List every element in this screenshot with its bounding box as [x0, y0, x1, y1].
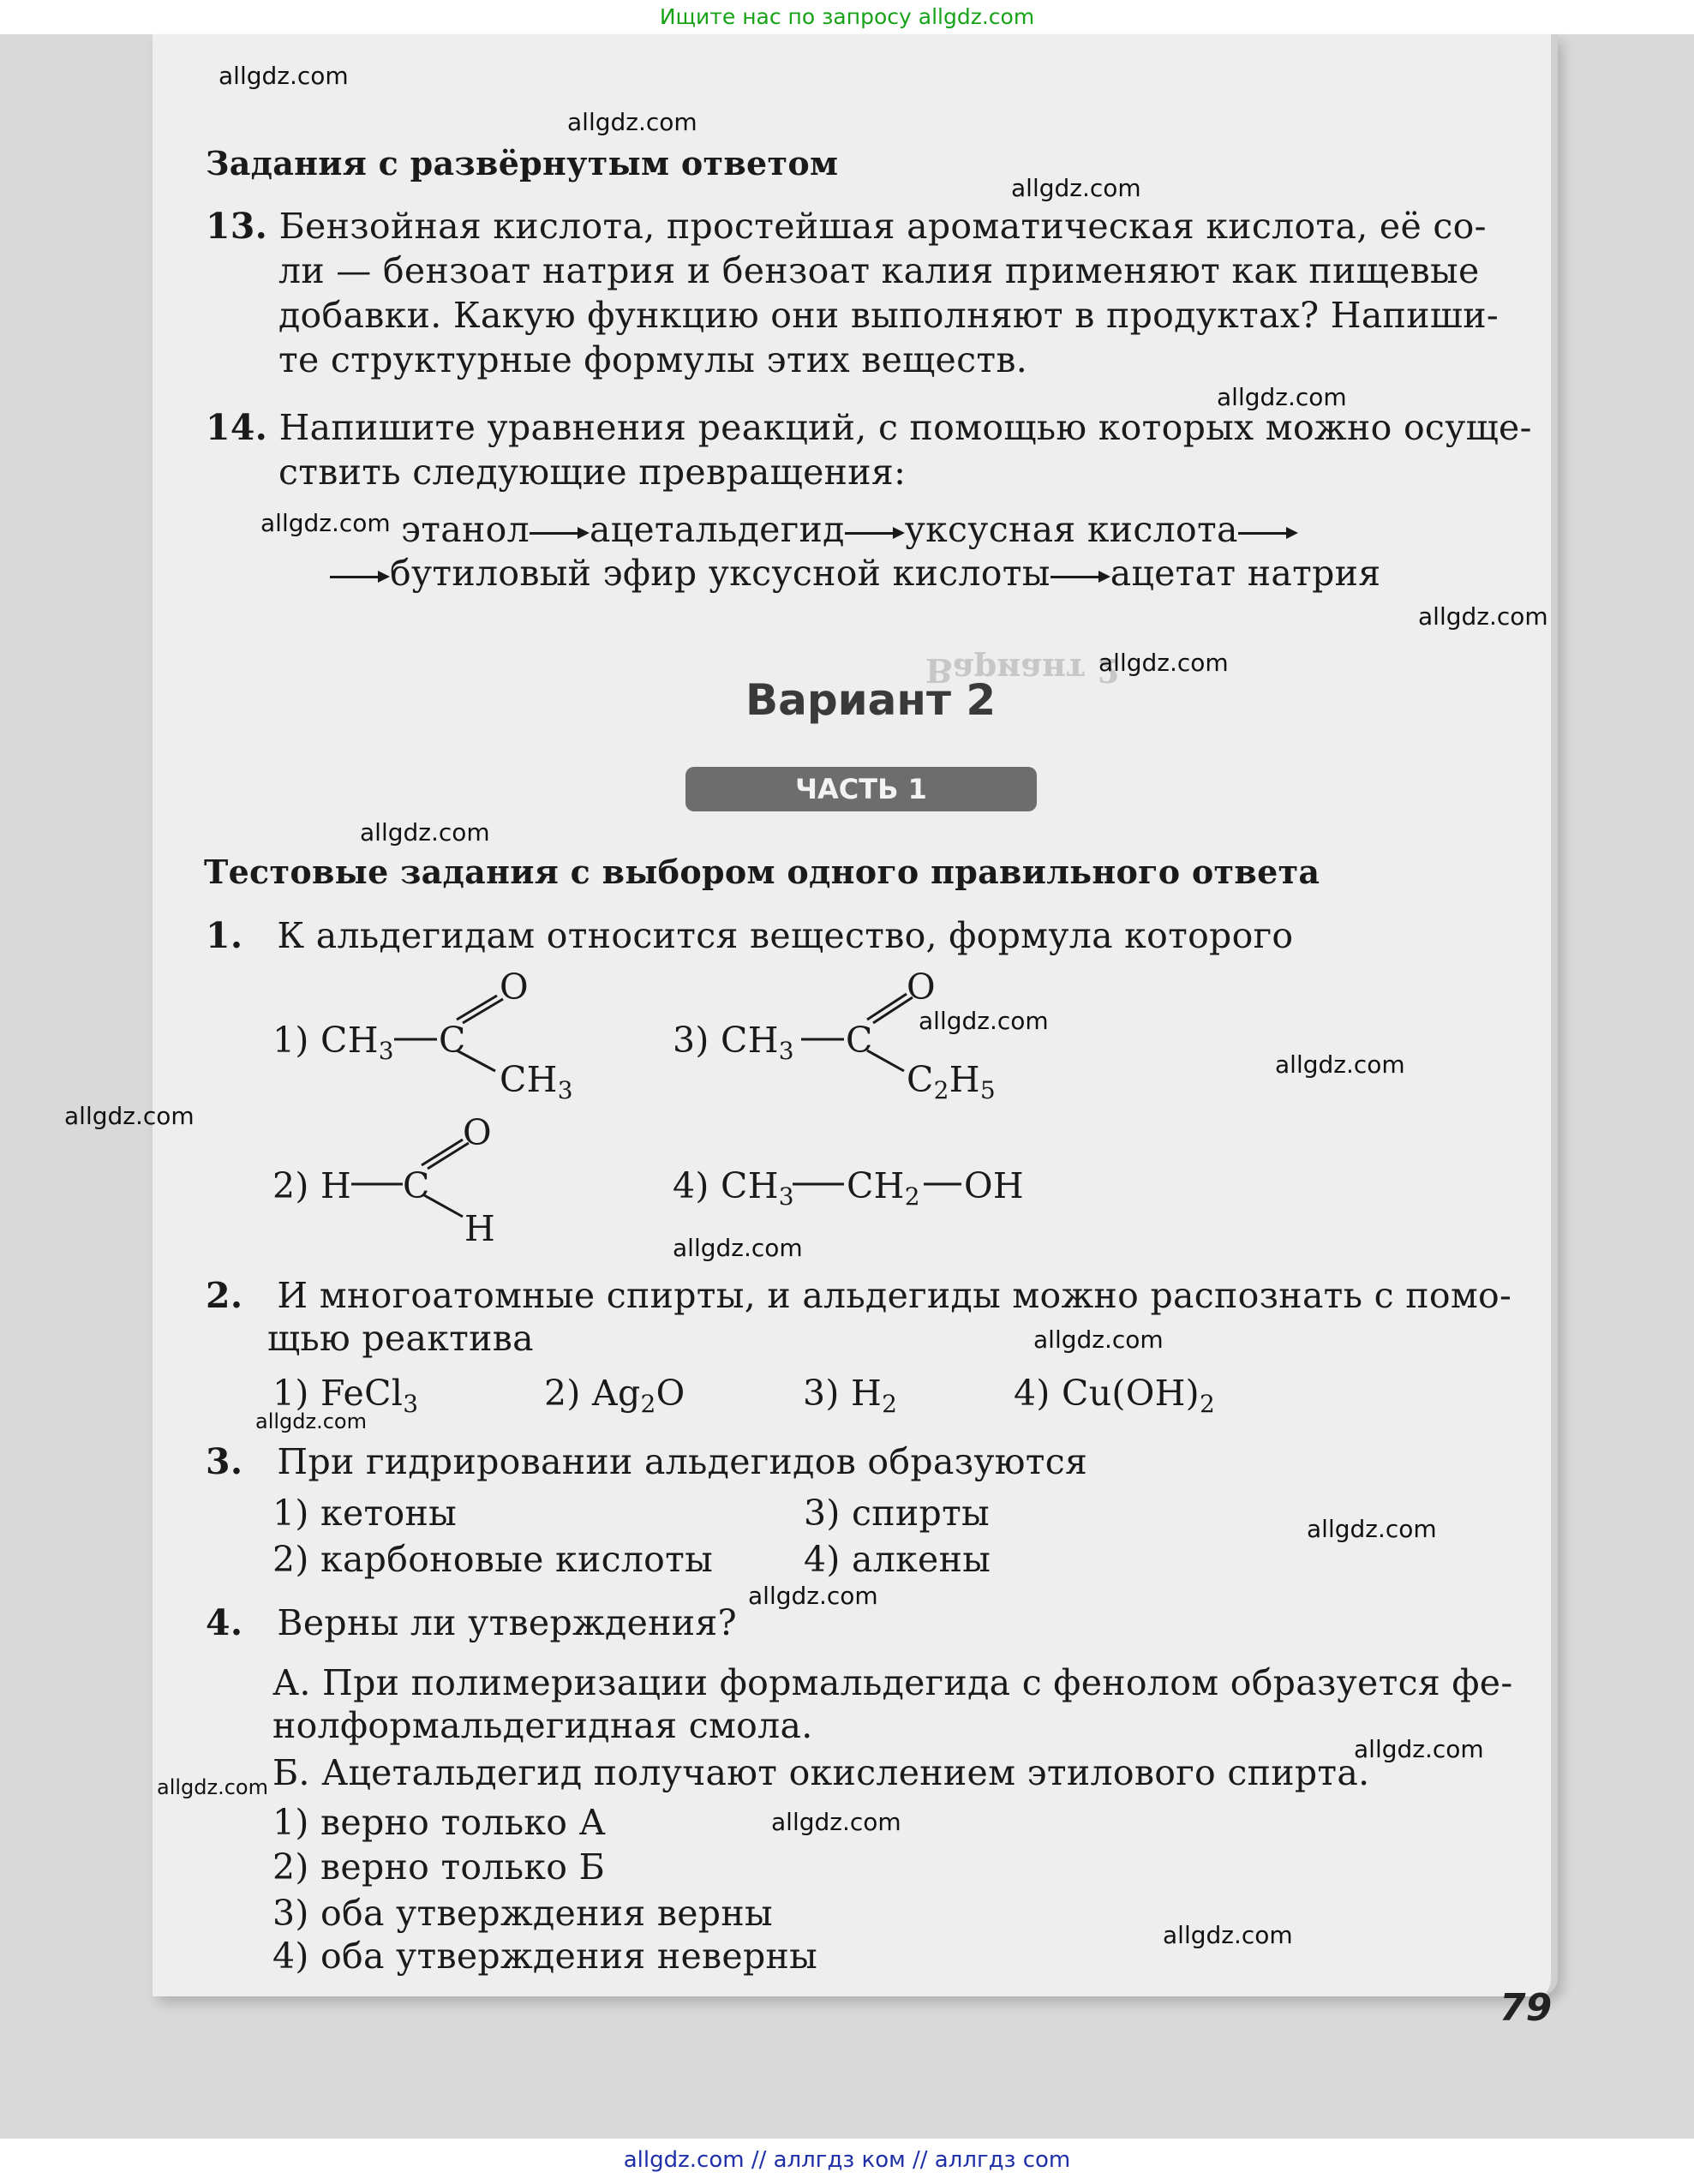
question-2 [206, 1275, 1511, 1316]
option-label: 1) [272, 1373, 309, 1414]
answer-option-4: 4) алкены [804, 1539, 991, 1580]
formula-atom: H [320, 1165, 352, 1206]
formula-subscript: 2 [882, 1390, 898, 1418]
section-heading-tests: Тестовые задания с выбором одного правильного ответа [204, 853, 1320, 891]
watermark: allgdz.com [673, 1234, 803, 1262]
question-number: 14. [206, 407, 268, 448]
formula-atom: Cu(OH) [1062, 1373, 1200, 1414]
question-number: 4. [206, 1602, 243, 1643]
chain-substance: этанол [401, 509, 530, 550]
watermark: allgdz.com [919, 1007, 1049, 1035]
formula-atom: O [907, 966, 936, 1008]
formula-subscript: 3 [778, 1037, 794, 1065]
watermark: allgdz.com [1098, 649, 1229, 677]
formula-atom: FeCl [320, 1373, 404, 1414]
question-number: 13. [206, 206, 268, 247]
formula-atom: C [907, 1059, 934, 1100]
watermark: allgdz.com [1275, 1050, 1405, 1079]
page-number: 79 [1499, 1986, 1553, 2030]
formula-subscript: 2 [1199, 1390, 1216, 1418]
chain-substance: ацетат натрия [1110, 553, 1381, 594]
formula-subscript: 2 [933, 1076, 949, 1104]
formula-subscript: 3 [557, 1076, 573, 1104]
watermark: allgdz.com [1418, 602, 1548, 631]
question-text-line: Напишите уравнения реакций, с помощью которых можно осуще- [278, 407, 1532, 448]
formula-atom: H [949, 1059, 980, 1100]
show-through-text: Вариант 2 [925, 651, 1121, 690]
watermark: allgdz.com [1011, 174, 1141, 202]
formula-atom: O [463, 1112, 492, 1153]
formula-atom: C [846, 1020, 873, 1061]
question-number: 1. [206, 915, 243, 956]
statement-a: А. При полимеризации формальдегида с фенолом образуется фе- [272, 1662, 1513, 1703]
formula-subscript: 2 [904, 1182, 920, 1211]
question-4 [206, 1602, 737, 1643]
formula-atom: CH [500, 1059, 558, 1100]
section-heading-extended: Задания с развёрнутым ответом [206, 144, 839, 182]
option-label: 4) [673, 1165, 709, 1206]
answer-option-4: 4) оба утверждения неверны [272, 1936, 818, 1977]
question-text: К альдегидам относится вещество, формула которого [277, 915, 1294, 956]
question-number: 2. [206, 1275, 243, 1316]
formula-atom: C [403, 1165, 430, 1206]
watermark: allgdz.com [64, 1102, 195, 1130]
question-text-line: те структурные формулы этих веществ. [278, 339, 1028, 380]
formula-atom: H [851, 1373, 883, 1414]
answer-option-1 [272, 1020, 394, 1065]
watermark: allgdz.com [1163, 1921, 1293, 1949]
formula-atom: CH [721, 1165, 779, 1206]
statement-a-continued: нолформальдегидная смола. [272, 1705, 813, 1746]
formula-subscript: 5 [979, 1076, 996, 1104]
watermark: allgdz.com [771, 1808, 901, 1836]
watermark: allgdz.com [1033, 1325, 1164, 1354]
watermark: allgdz.com [1354, 1735, 1484, 1763]
question-text: Верны ли утверждения? [277, 1602, 737, 1643]
watermark: allgdz.com [748, 1582, 878, 1610]
formula-atom: CH [721, 1020, 779, 1061]
answer-option-2: 2) карбоновые кислоты [272, 1539, 714, 1580]
option-label: 3) [673, 1020, 709, 1061]
formula-group [500, 1059, 573, 1104]
formula-group [847, 1165, 920, 1211]
option-label: 1) [272, 1020, 309, 1061]
answer-option-1: 1) кетоны [272, 1493, 458, 1534]
formula-subscript: 3 [378, 1037, 394, 1065]
answer-option-2: 2) верно только Б [272, 1846, 606, 1888]
formula-atom: H [464, 1208, 496, 1249]
formula-atom: O [500, 966, 529, 1008]
question-text-line: Бензойная кислота, простейшая ароматическая кислота, её со- [278, 206, 1487, 247]
formula-atom: OH [964, 1165, 1024, 1206]
variant-title: Вариант 2 [745, 675, 997, 725]
formula-subscript: 3 [778, 1182, 794, 1211]
option-label: 2) [272, 1165, 309, 1206]
answer-option-4 [673, 1165, 794, 1211]
formula-group [907, 1059, 996, 1104]
option-label: 4) [1014, 1373, 1051, 1414]
chain-substance: уксусная кислота [904, 509, 1238, 550]
chain-substance: бутиловый эфир уксусной кислоты [390, 553, 1051, 594]
answer-option-1: 1) верно только А [272, 1802, 606, 1843]
watermark: allgdz.com [1307, 1515, 1437, 1543]
answer-option-3: 3) оба утверждения верны [272, 1893, 773, 1934]
watermark: allgdz.com [567, 108, 697, 136]
formula-atom: C [439, 1020, 466, 1061]
question-text-line: ли — бензоат натрия и бензоат калия применяют как пищевые [278, 250, 1480, 291]
formula-atom: CH [847, 1165, 905, 1206]
formula-atom: O [655, 1373, 685, 1414]
question-text: При гидрировании альдегидов образуются [277, 1441, 1088, 1482]
option-label: 3) [803, 1373, 840, 1414]
question-3 [206, 1441, 1087, 1482]
top-banner[interactable]: Ищите нас по запросу allgdz.com [0, 0, 1694, 34]
answer-option-3: 3) спирты [804, 1493, 990, 1534]
formula-atom: Ag [592, 1373, 641, 1414]
part-badge: ЧАСТЬ 1 [685, 767, 1037, 811]
formula-subscript: 3 [403, 1390, 419, 1418]
answer-option-2 [272, 1165, 351, 1206]
watermark: allgdz.com [218, 62, 349, 90]
statement-b: Б. Ацетальдегид получают окислением этилового спирта. [272, 1752, 1370, 1793]
question-text-line: ствить следующие превращения: [278, 452, 907, 493]
watermark: allgdz.com [157, 1775, 268, 1799]
watermark: allgdz.com [260, 509, 391, 537]
question-text-line: добавки. Какую функцию они выполняют в продуктах? Напиши- [278, 295, 1499, 336]
watermark: allgdz.com [255, 1409, 367, 1433]
answer-option-2 [544, 1373, 685, 1418]
formula-subscript: 2 [640, 1390, 656, 1418]
question-number: 3. [206, 1441, 243, 1482]
watermark: allgdz.com [1217, 383, 1347, 411]
formula-atom: CH [320, 1020, 379, 1061]
question-text-line: щью реактива [267, 1318, 534, 1359]
chain-substance: ацетальдегид [589, 509, 845, 550]
bottom-banner[interactable]: allgdz.com // аллгдз ком // аллгдз com [0, 2139, 1694, 2184]
answer-option-3 [803, 1373, 897, 1418]
question-text-line: И многоатомные спирты, и альдегиды можно распознать с помо- [277, 1275, 1512, 1316]
answer-option-4 [1014, 1373, 1215, 1418]
option-label: 2) [544, 1373, 581, 1414]
answer-option-3 [673, 1020, 794, 1065]
watermark: allgdz.com [360, 818, 490, 847]
